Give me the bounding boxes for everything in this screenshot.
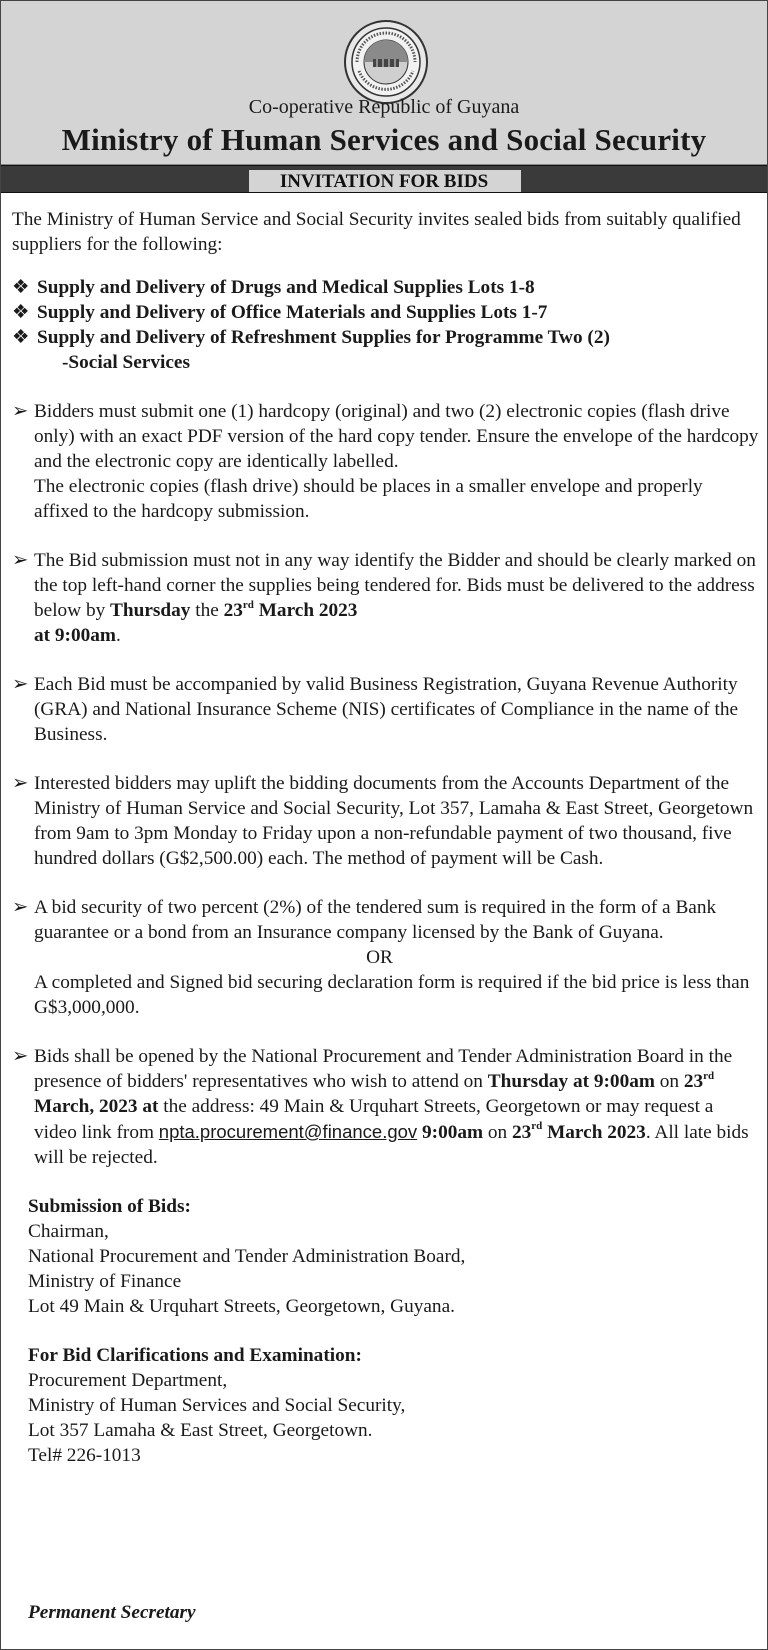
arrow-bullet-icon: ➢ xyxy=(12,897,29,918)
signature-line: Permanent Secretary xyxy=(28,1602,196,1623)
intro-text: The Ministry of Human Service and Social Security invites sealed bids from suitably qualified suppliers for the following: xyxy=(12,209,741,255)
arrow-bullet-icon: ➢ xyxy=(12,773,29,794)
list-item: ❖ Supply and Delivery of Drugs and Medical Supplies Lots 1-8 xyxy=(12,277,535,298)
submission-address-block xyxy=(12,1194,759,1319)
submission-title: Submission of Bids: xyxy=(28,1196,191,1217)
diamond-bullet-icon: ❖ xyxy=(12,277,30,298)
arrow-bullet-icon: ➢ xyxy=(12,1046,29,1067)
document-body xyxy=(12,207,759,1492)
clarifications-address-block xyxy=(12,1343,759,1468)
address-line: National Procurement and Tender Administration Board, xyxy=(28,1246,466,1267)
address-line: Procurement Department, xyxy=(28,1370,228,1391)
arrow-bullet-icon: ➢ xyxy=(12,674,29,695)
phone-number: Tel# 226-1013 xyxy=(28,1445,141,1466)
arrow-bullet-icon: ➢ xyxy=(12,550,29,571)
country-name: Co-operative Republic of Guyana xyxy=(248,96,520,118)
paragraph-delivery: ➢ The Bid submission must not in any way identify the Bidder and should be clearly marked on the top left-hand corner the supplies being tendered for. Bids must be delivered to the address below by Thursday the 23rd March 2023 at 9:00am. xyxy=(12,550,756,646)
address-line: Ministry of Finance xyxy=(28,1271,182,1292)
banner-title: INVITATION FOR BIDS xyxy=(279,171,489,192)
lots-list xyxy=(12,275,759,375)
paragraph-documents: ➢ Interested bidders may uplift the bidding documents from the Accounts Department of the Ministry of Human Service and Social Security, Lot 357, Lamaha & East Street, Georgetown from 9am to 3pm Monday to Friday upon a non-refundable payment of two thousand, five hundred dollars (G$2,500.00) each. The method of payment will be Cash. xyxy=(12,773,754,869)
paragraph-submission-copies: ➢ Bidders must submit one (1) hardcopy (original) and two (2) electronic copies (flash drive only) with an exact PDF version of the hard copy tender. Ensure the envelope of the hardcopy and the electronic copy are identically labelled. The electronic copies (flash drive) should be places in a smaller envelope and properly affixed to the hardcopy submission. xyxy=(12,401,759,522)
ministry-name: Ministry of Human Services and Social Security xyxy=(61,122,707,157)
lot-subtitle: -Social Services xyxy=(62,352,190,373)
address-line: Lot 49 Main & Urquhart Streets, Georgetown, Guyana. xyxy=(28,1296,455,1317)
clarifications-title: For Bid Clarifications and Examination: xyxy=(28,1345,362,1366)
paragraph-certificates: ➢ Each Bid must be accompanied by valid Business Registration, Guyana Revenue Authority (GRA) and National Insurance Scheme (NIS) certificates of Compliance in the name of the Business. xyxy=(12,674,739,745)
list-item: ❖ Supply and Delivery of Refreshment Supplies for Programme Two (2) -Social Services xyxy=(12,325,759,375)
procurement-email-link[interactable]: npta.procurement@finance.gov xyxy=(158,1121,418,1142)
header xyxy=(1,1,767,165)
or-separator: OR xyxy=(366,947,393,968)
arrow-bullet-icon: ➢ xyxy=(12,401,29,422)
paragraph-bid-opening: ➢ Bids shall be opened by the National Procurement and Tender Administration Board in the presence of bidders' representatives who wish to attend on Thursday at 9:00am on 23rd March, 2023 at the address: 49 Main & Urquhart Streets, Georgetown or may request a video link from npta.procurement@finance.gov 9:00am on 23rd March 2023. All late bids will be rejected. xyxy=(12,1046,749,1168)
ministry-seal-icon xyxy=(343,19,429,105)
diamond-bullet-icon: ❖ xyxy=(12,302,30,323)
address-line: Chairman, xyxy=(28,1221,109,1242)
address-line: Lot 357 Lamaha & East Street, Georgetown. xyxy=(28,1420,373,1441)
paragraph-bid-security: ➢ A bid security of two percent (2%) of the tendered sum is required in the form of a Bank guarantee or a bond from an Insurance company licensed by the Bank of Guyana. OR A completed and Signed bid securing declaration form is required if the bid price is less than G$3,000,000. xyxy=(12,895,759,1020)
diamond-bullet-icon: ❖ xyxy=(12,327,30,348)
address-line: Ministry of Human Services and Social Security, xyxy=(28,1395,406,1416)
list-item: ❖ Supply and Delivery of Office Materials and Supplies Lots 1-7 xyxy=(12,302,548,323)
